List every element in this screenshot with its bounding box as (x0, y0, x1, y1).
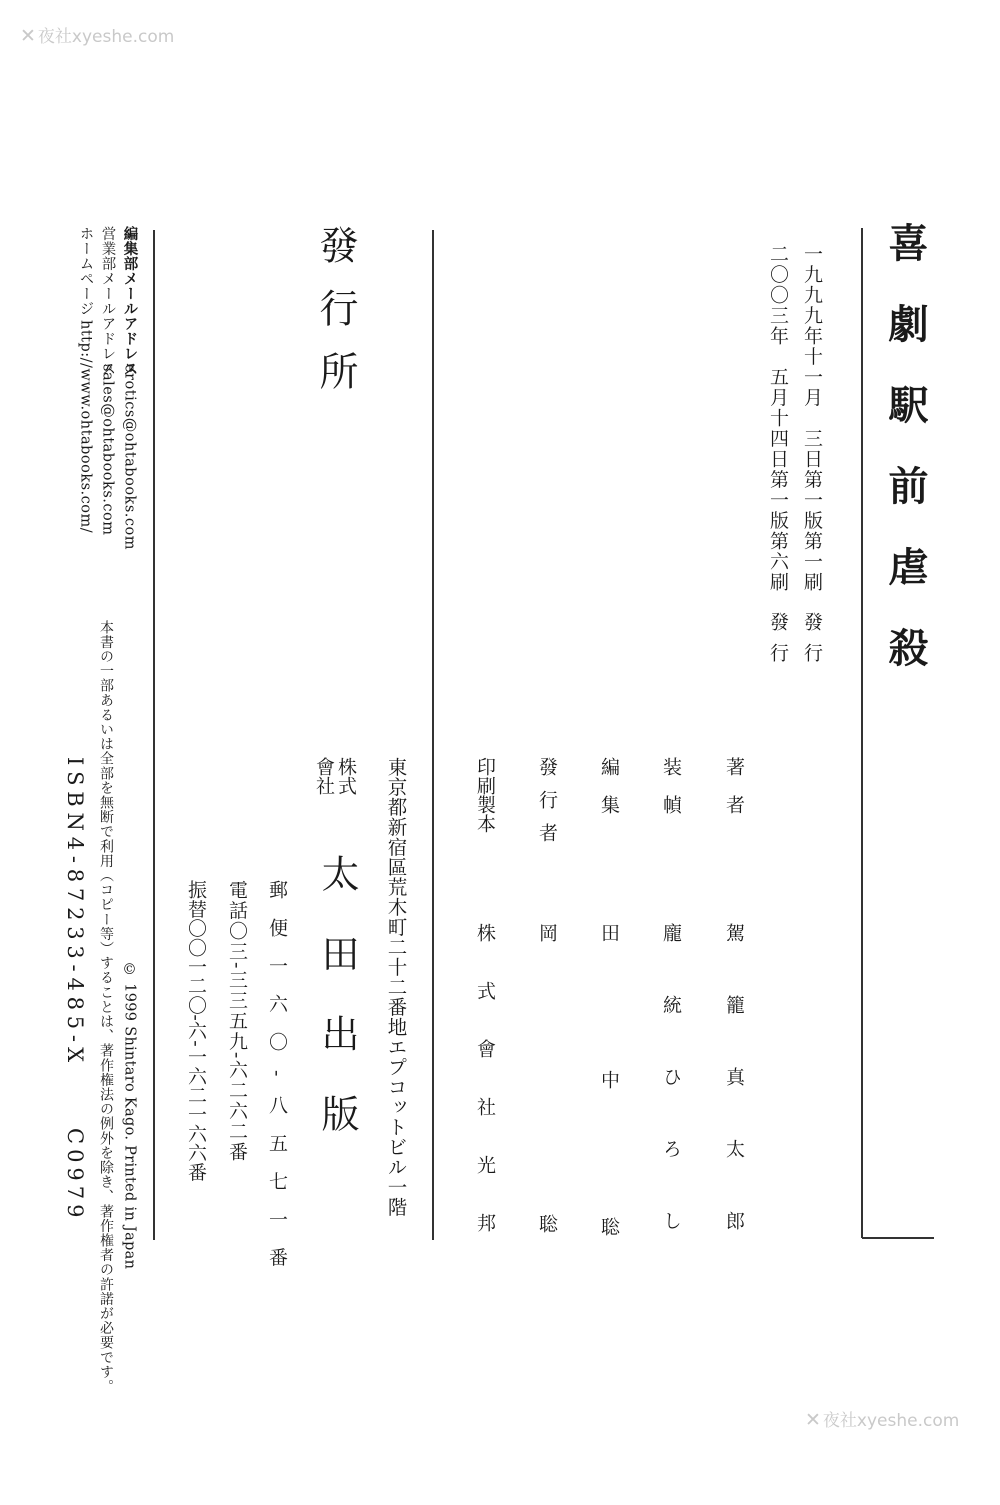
edit-mail-address: erotics@ohtabooks.com (121, 364, 138, 550)
credit-printer-name: 株式會社光邦 (474, 923, 496, 1271)
book-title: 喜劇駅前虐殺 (882, 222, 929, 708)
isbn-code: ISBN4-87233-485-X (63, 757, 87, 1068)
c-code: C0979 (63, 1128, 87, 1223)
credit-author-name: 駕籠真太郎 (723, 923, 745, 1283)
homepage-label: ホームページ (77, 226, 94, 316)
publisher-company-prefix-right: 株式 (335, 757, 357, 795)
copyright-notice: 本書の一部あるいは全部を無断で利用（コピー等）することは、著作権法の例外を除き、著作権者の許諾が必要です。 (98, 620, 114, 1394)
publisher-postal: 郵便一六〇-八五七一番 (266, 880, 288, 1286)
watermark-top: ✕ 夜社xyeshe.com (20, 25, 175, 47)
edition-sixth-date: 二〇〇三年 五月十四日第一版第六刷 (767, 244, 789, 593)
publisher-address: 東京都新宿區荒木町二十二番地エプコットビル一階 (384, 757, 408, 1217)
edition-first-date: 一九九九年十一月 三日第一版第一刷 (801, 244, 823, 593)
title-rule (861, 228, 863, 1238)
credit-publisher-name: 岡聡 (536, 923, 558, 1505)
contact-rule (153, 230, 155, 1240)
credit-editor-name: 田中聡 (598, 923, 620, 1364)
credit-design-role: 装 幀 (660, 757, 682, 814)
credit-publisher-role: 發行者 (536, 757, 558, 856)
homepage-url: http://www.ohtabooks.com/ (77, 320, 94, 534)
sales-mail-address: sales@ohtabooks.com (99, 364, 116, 536)
publisher-phone: 電話〇三-三三五九-六二六二番 (226, 880, 248, 1163)
watermark-bottom: ✕ 夜社xyeshe.com (805, 1409, 960, 1431)
credit-printer-role: 印刷製本 (474, 757, 496, 833)
title-bottom-rule (862, 1237, 934, 1239)
publisher-transfer: 振替〇〇一二〇-六-一六二一六六番 (185, 880, 207, 1182)
publisher-company-prefix-left: 會社 (313, 757, 335, 795)
credit-author-role: 著 者 (723, 757, 745, 814)
copyright-line: © 1999 Shintaro Kago. Printed in Japan (121, 962, 138, 1270)
x-logo-icon: ✕ (20, 25, 36, 47)
publisher-heading: 發行所 (313, 225, 358, 414)
edition-first-suffix: 發行 (801, 612, 823, 674)
publisher-rule (432, 230, 434, 1240)
credit-design-name: 龐統ひろし (660, 923, 682, 1283)
edition-sixth-suffix: 發行 (767, 612, 789, 674)
sales-mail-label: 営業部メールアドレス (99, 226, 116, 376)
publisher-company-name: 太田出版 (315, 854, 359, 1174)
x-logo-icon: ✕ (805, 1409, 821, 1431)
edit-mail-label: 編集部メールアドレス (121, 226, 139, 376)
credit-editor-role: 編 集 (598, 757, 620, 814)
